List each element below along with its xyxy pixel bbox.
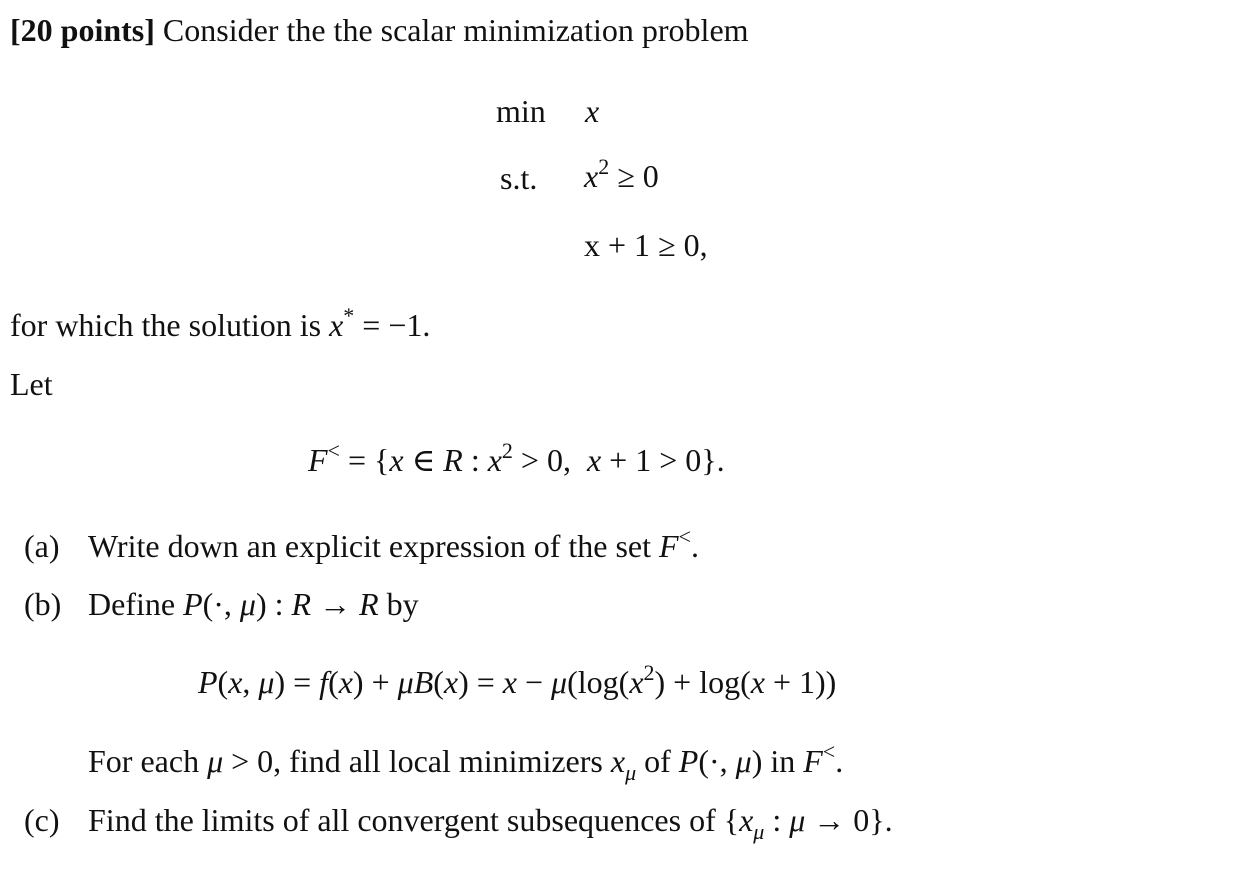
set-x1: x bbox=[389, 442, 404, 478]
solution-var: x bbox=[329, 307, 344, 343]
solution-star: * bbox=[343, 303, 355, 328]
part-c-label: (c) bbox=[24, 802, 60, 838]
part-b-P: P bbox=[183, 586, 203, 622]
subject-to-label: s.t. bbox=[500, 160, 538, 196]
task-mu2: μ bbox=[735, 743, 752, 779]
part-b-args: (·, bbox=[202, 586, 240, 622]
eq-f: f bbox=[319, 664, 329, 700]
part-b-text bbox=[88, 588, 419, 620]
set-in: ∈ bbox=[403, 442, 444, 478]
task-t5: ) in bbox=[751, 743, 804, 779]
task-sub: μ bbox=[625, 760, 637, 785]
part-c-x: x bbox=[739, 802, 754, 838]
part-a-text bbox=[88, 524, 699, 564]
set-definition bbox=[308, 438, 725, 478]
constraint-1-rhs: ≥ 0 bbox=[609, 158, 659, 194]
set-R: R bbox=[443, 442, 463, 478]
eq-plus: ) + bbox=[352, 664, 398, 700]
part-b-body: Define bbox=[88, 586, 184, 622]
problem-header bbox=[10, 14, 749, 46]
set-colon: : bbox=[462, 442, 488, 478]
part-b-arrow: → bbox=[311, 586, 360, 622]
eq-B: B bbox=[413, 664, 434, 700]
set-F-sup: < bbox=[327, 438, 340, 463]
solution-value: = −1. bbox=[354, 307, 431, 343]
eq-eq1: ) = bbox=[274, 664, 320, 700]
eq-mu3: μ bbox=[551, 664, 568, 700]
set-eq-open: = { bbox=[339, 442, 390, 478]
part-c-text bbox=[88, 802, 893, 844]
task-mu: μ bbox=[207, 743, 224, 779]
part-b-R1: R bbox=[291, 586, 312, 622]
part-a-body: Write down an explicit expression of the set bbox=[88, 528, 659, 564]
eq-mu2: μ bbox=[397, 664, 414, 700]
eq-x3: x bbox=[443, 664, 459, 700]
eq-mu: μ bbox=[258, 664, 275, 700]
task-sup: < bbox=[822, 739, 836, 764]
task-x: x bbox=[610, 743, 626, 779]
eq-comma: , bbox=[242, 664, 259, 700]
part-b-mu: μ bbox=[239, 586, 256, 622]
eq-log2: ) + log( bbox=[654, 664, 751, 700]
solution-statement bbox=[10, 303, 431, 343]
set-exp: 2 bbox=[501, 438, 513, 463]
part-a-F: F bbox=[659, 528, 679, 564]
task-F: F bbox=[803, 743, 823, 779]
eq-x2: x bbox=[338, 664, 353, 700]
part-b-by: by bbox=[378, 586, 419, 622]
problem-intro: Consider the the scalar minimization problem bbox=[162, 12, 749, 48]
constraint-1-var: x bbox=[584, 158, 599, 194]
part-c-mu: μ bbox=[789, 802, 806, 838]
part-a-label: (a) bbox=[24, 528, 60, 564]
eq-eq2: ) = bbox=[458, 664, 503, 700]
eq-open: ( bbox=[217, 664, 229, 700]
eq-bx: ( bbox=[433, 664, 444, 700]
part-a-sup: < bbox=[678, 524, 691, 549]
eq-x5: x bbox=[629, 664, 644, 700]
part-a-end: . bbox=[690, 528, 699, 564]
part-c-colon: : bbox=[764, 802, 790, 838]
part-c-end: → 0}. bbox=[805, 802, 893, 838]
task-t1: For each bbox=[88, 743, 208, 779]
eq-x6: x bbox=[750, 664, 765, 700]
eq-end: + 1)) bbox=[764, 664, 837, 700]
eq-exp: 2 bbox=[643, 660, 655, 685]
task-t3: of bbox=[636, 743, 679, 779]
task-P: P bbox=[678, 743, 699, 779]
eq-P: P bbox=[198, 664, 218, 700]
part-b-R2: R bbox=[359, 586, 379, 622]
part-c-sub: μ bbox=[753, 819, 765, 844]
objective: x bbox=[585, 93, 600, 129]
part-c-body: Find the limits of all convergent subsequences of { bbox=[88, 802, 740, 838]
task-t2: > 0, find all local minimizers bbox=[223, 743, 611, 779]
part-b-label: (b) bbox=[24, 586, 62, 622]
part-b-task bbox=[88, 739, 844, 785]
set-plus1: + 1 > 0}. bbox=[601, 442, 725, 478]
constraint-1 bbox=[584, 154, 659, 194]
eq-x4: x bbox=[502, 664, 517, 700]
solution-text: for which the solution is bbox=[10, 307, 330, 343]
let-text: Let bbox=[10, 366, 53, 402]
task-t6: . bbox=[835, 743, 844, 779]
constraint-2: x + 1 ≥ 0, bbox=[584, 227, 708, 263]
set-x3: x bbox=[586, 442, 602, 478]
min-label: min bbox=[496, 93, 546, 129]
set-gt0: > 0, bbox=[512, 442, 587, 478]
eq-log1: (log( bbox=[567, 664, 630, 700]
points-label: [20 points] bbox=[10, 12, 155, 48]
eq-x: x bbox=[228, 664, 243, 700]
eq-minus: − bbox=[517, 664, 552, 700]
set-F: F bbox=[308, 442, 328, 478]
task-t4: (·, bbox=[698, 743, 736, 779]
eq-fx: ( bbox=[328, 664, 339, 700]
constraint-1-exp: 2 bbox=[598, 154, 610, 179]
part-b-close: ) : bbox=[255, 586, 292, 622]
penalty-equation bbox=[198, 660, 837, 700]
set-x2: x bbox=[487, 442, 502, 478]
